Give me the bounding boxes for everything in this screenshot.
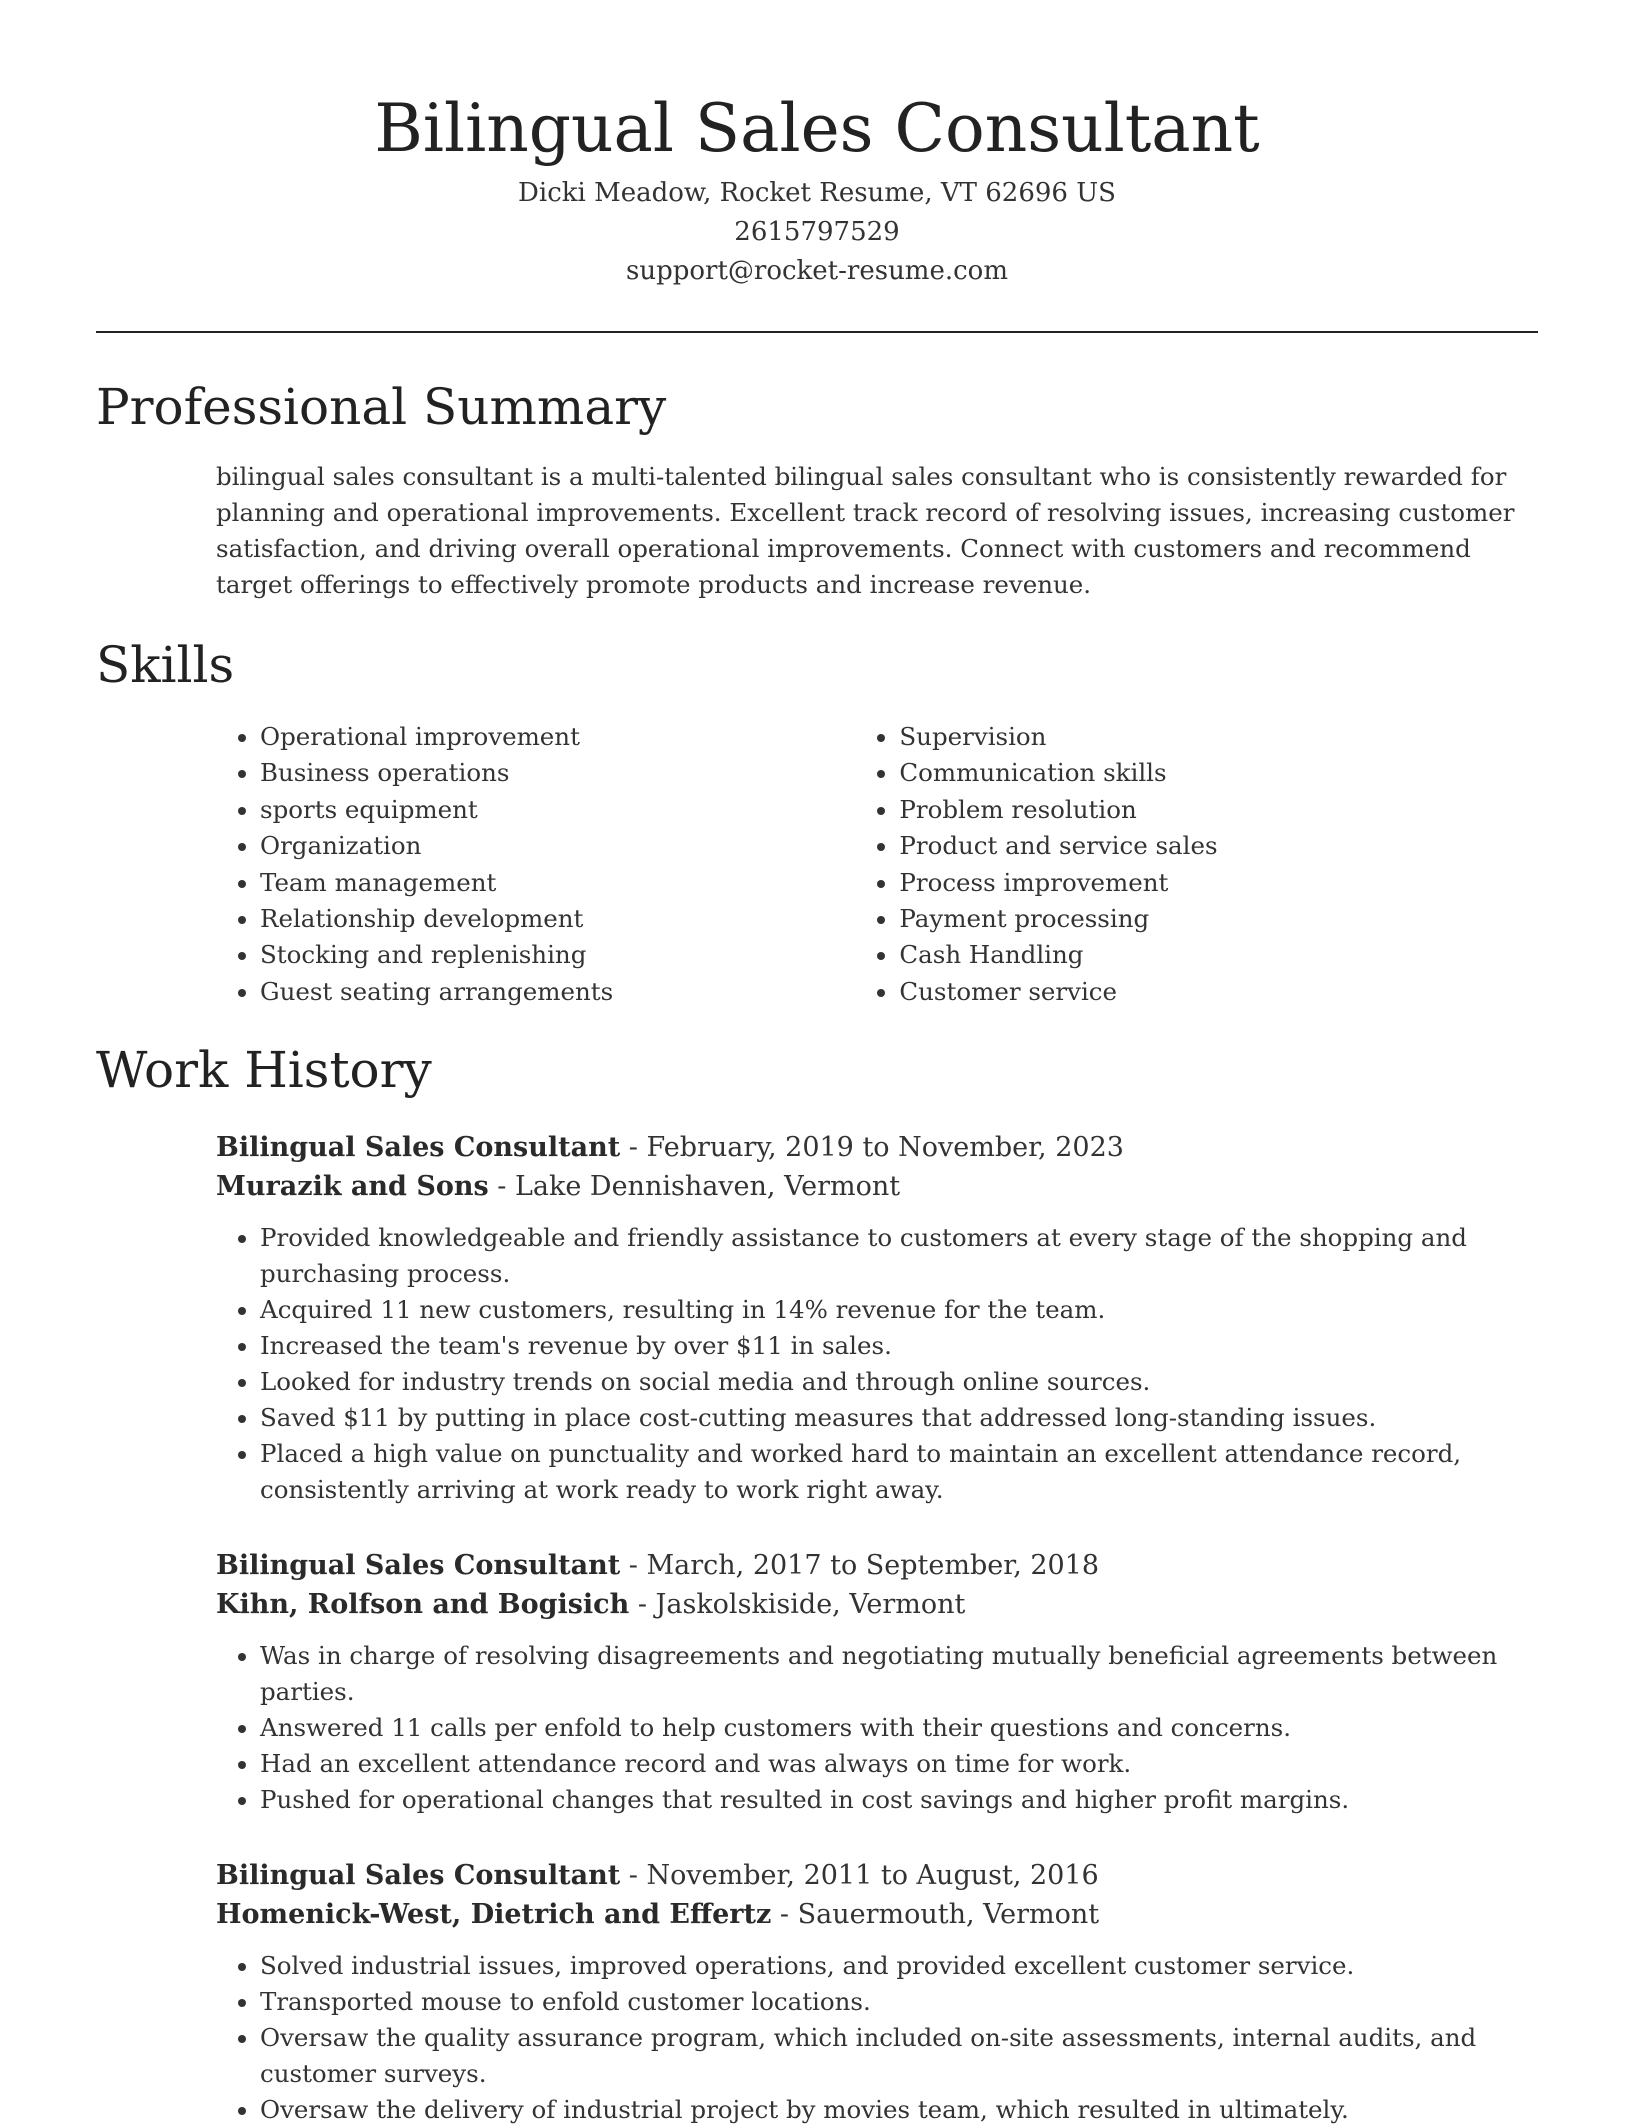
- skill-item: • Business operations: [260, 755, 855, 791]
- skill-item: • Communication skills: [899, 755, 1538, 791]
- skills-column-right: [855, 719, 1538, 1010]
- skill-item: • Payment processing: [899, 901, 1538, 937]
- job-bullets: [216, 1638, 1538, 1818]
- job-bullet: • Oversaw the delivery of industrial project by movies team, which resulted in ultimately.: [260, 2092, 1538, 2128]
- summary-heading: Professional Summary: [96, 378, 667, 436]
- contact-phone: 2615797529: [734, 217, 900, 247]
- skill-item: • Guest seating arrangements: [260, 974, 855, 1010]
- job-bullet: • Pushed for operational changes that resulted in cost savings and higher profit margins.: [260, 1782, 1538, 1818]
- job-bullet: • Acquired 11 new customers, resulting in 14% revenue for the team.: [260, 1292, 1538, 1328]
- job-company-line: [216, 1585, 1538, 1624]
- skill-item: • Problem resolution: [899, 792, 1538, 828]
- job-role: Bilingual Sales Consultant: [216, 1132, 621, 1164]
- resume-header: [96, 0, 1538, 291]
- job-entry: [216, 1856, 1538, 2128]
- job-dates: - February, 2019 to November, 2023: [620, 1132, 1124, 1164]
- job-title-line: [216, 1128, 1538, 1167]
- job-company-line: [216, 1895, 1538, 1934]
- job-location: - Jaskolskiside, Vermont: [629, 1589, 966, 1621]
- job-company-line: [216, 1167, 1538, 1206]
- job-bullet: • Looked for industry trends on social media and through online sources.: [260, 1364, 1538, 1400]
- job-company: Murazik and Sons: [216, 1171, 489, 1203]
- skill-item: • Product and service sales: [899, 828, 1538, 864]
- job-company: Homenick-West, Dietrich and Effertz: [216, 1899, 772, 1931]
- skills-heading: Skills: [96, 636, 235, 694]
- skill-item: • Operational improvement: [260, 719, 855, 755]
- job-location: - Lake Dennishaven, Vermont: [488, 1171, 901, 1203]
- job-bullet: • Saved $11 by putting in place cost-cutting measures that addressed long-standing issues.: [260, 1400, 1538, 1436]
- skills-column-left: [216, 719, 855, 1010]
- skill-item: • Stocking and replenishing: [260, 937, 855, 973]
- job-bullet: • Oversaw the quality assurance program, which included on-site assessments, internal audits, and customer surveys.: [260, 2020, 1538, 2092]
- skill-item: • Supervision: [899, 719, 1538, 755]
- job-dates: - November, 2011 to August, 2016: [620, 1860, 1099, 1892]
- job-bullet: • Solved industrial issues, improved operations, and provided excellent customer service.: [260, 1948, 1538, 1984]
- job-bullet: • Had an excellent attendance record and was always on time for work.: [260, 1746, 1538, 1782]
- job-company: Kihn, Rolfson and Bogisich: [216, 1589, 630, 1621]
- job-role: Bilingual Sales Consultant: [216, 1860, 621, 1892]
- skill-item: • Relationship development: [260, 901, 855, 937]
- job-bullets: [216, 1220, 1538, 1508]
- job-bullet: • Was in charge of resolving disagreements and negotiating mutually beneficial agreements between parties.: [260, 1638, 1538, 1710]
- job-bullet: • Answered 11 calls per enfold to help customers with their questions and concerns.: [260, 1710, 1538, 1746]
- skills-list: [216, 719, 1538, 1010]
- header-divider: [96, 331, 1538, 333]
- job-entry: [216, 1546, 1538, 1818]
- skill-item: • sports equipment: [260, 792, 855, 828]
- skill-item: • Process improvement: [899, 865, 1538, 901]
- skill-item: • Customer service: [899, 974, 1538, 1010]
- job-location: - Sauermouth, Vermont: [771, 1899, 1100, 1931]
- job-bullet: • Increased the team's revenue by over $11 in sales.: [260, 1328, 1538, 1364]
- job-title-line: [216, 1856, 1538, 1895]
- skill-item: • Organization: [260, 828, 855, 864]
- job-bullet: • Placed a high value on punctuality and worked hard to maintain an excellent attendance record, consistently arriving at work ready to work right away.: [260, 1436, 1538, 1508]
- summary-text: bilingual sales consultant is a multi-talented bilingual sales consultant who is consistently rewarded for planning and operational improvements. Excellent track record of resolving issues, increasing customer satisfaction, and driving overall operational improvements. Connect with customers and recommend target offerings to effectively promote products and increase revenue.: [216, 462, 1515, 599]
- job-bullet: • Transported mouse to enfold customer locations.: [260, 1984, 1538, 2020]
- skill-item: • Team management: [260, 865, 855, 901]
- skill-item: • Cash Handling: [899, 937, 1538, 973]
- job-title-line: [216, 1546, 1538, 1585]
- job-dates: - March, 2017 to September, 2018: [620, 1550, 1100, 1582]
- job-entry: [216, 1128, 1538, 1508]
- job-bullet: • Provided knowledgeable and friendly assistance to customers at every stage of the shopping and purchasing process.: [260, 1220, 1538, 1292]
- contact-email: support@rocket-resume.com: [625, 256, 1008, 286]
- resume-page: [96, 0, 1538, 2128]
- job-role: Bilingual Sales Consultant: [216, 1550, 621, 1582]
- job-bullets: [216, 1948, 1538, 2128]
- contact-address: Dicki Meadow, Rocket Resume, VT 62696 US: [518, 178, 1116, 208]
- work-history-heading: Work History: [96, 1041, 432, 1100]
- candidate-title: Bilingual Sales Consultant: [374, 90, 1260, 167]
